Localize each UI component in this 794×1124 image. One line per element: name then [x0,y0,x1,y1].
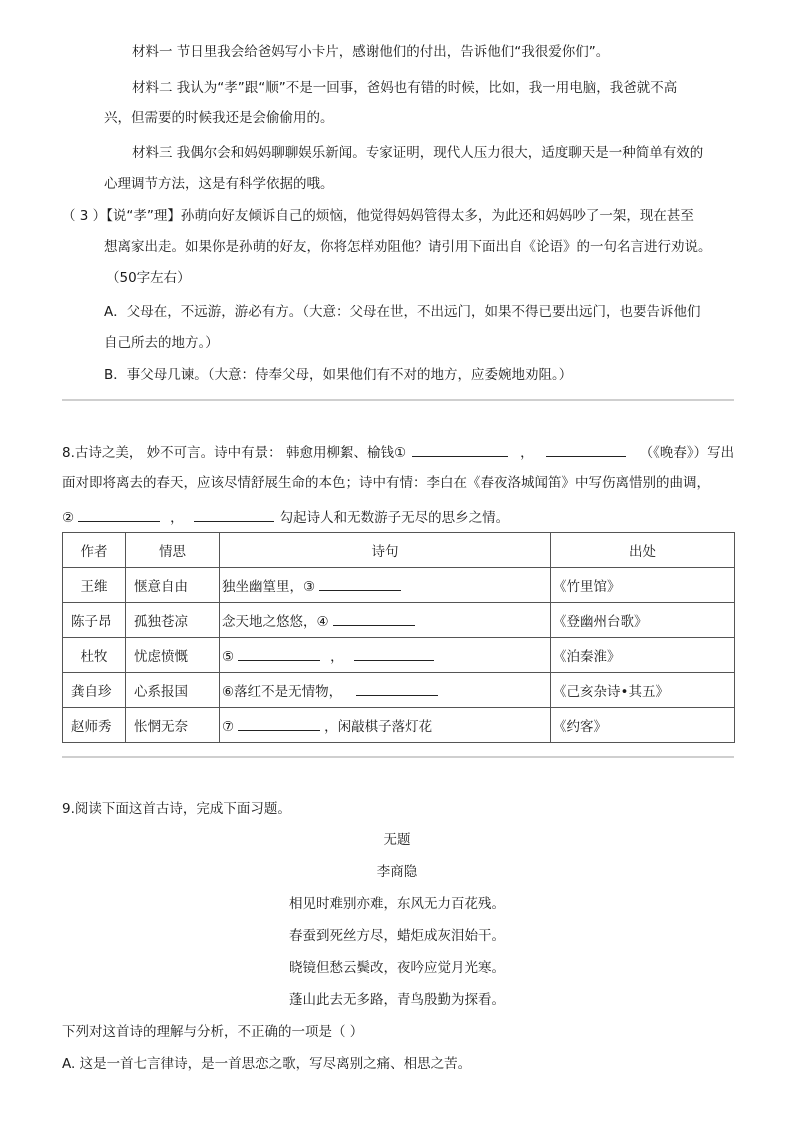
q9-question: 下列对这首诗的理解与分析，不正确的一项是（ ） [62,1024,364,1040]
blank-7[interactable] [238,715,320,731]
blank-5a[interactable] [238,645,320,661]
material-2-line-1: 材料二 我认为“孝”跟“顺”不是一回事，爸妈也有错的时候，比如，我一用电脑，我爸就不高 [132,80,678,96]
q8-line-1-text-c: （《晚春》）写出 [639,445,735,461]
table-row [63,568,735,603]
cell-author: 陈子昂 [63,603,126,638]
header-emotion: 情思 [126,533,220,568]
cell-emotion: 孤独苍凉 [126,603,220,638]
cell-verse [220,673,551,708]
blank-3[interactable] [319,575,401,591]
verse-text: ⑦ [222,719,235,735]
q8-line-3 [62,506,509,528]
part3-prompt-line-1: （ 3 ）【说“孝”理】孙萌向好友倾诉自己的烦恼，他觉得妈妈管得太多，为此还和妈妈吵了一架，现在甚至 [62,208,694,224]
cell-source: 《泊秦淮》 [551,638,735,673]
material-3-line-2: 心理调节方法，这是有科学依据的哦。 [104,176,334,192]
poem-title: 无题 [383,832,411,848]
table-row [63,638,735,673]
blank-2b[interactable] [194,506,274,522]
header-author: 作者 [63,533,126,568]
option-b: B．事父母几谏。（大意：侍奉父母，如果他们有不对的地方，应委婉地劝阻。） [104,367,573,383]
cell-source: 《竹里馆》 [551,568,735,603]
q8-line-1-text-a: 8.古诗之美， 妙不可言。诗中有景： 韩愈用柳絮、榆钱① [62,445,407,461]
header-source: 出处 [551,533,735,568]
cell-author: 王维 [63,568,126,603]
blank-1a[interactable] [412,441,508,457]
poem-author: 李商隐 [376,864,418,880]
q8-line-1-comma: ， [520,445,534,461]
material-1: 材料一 节日里我会给爸妈写小卡片，感谢他们的付出，告诉他们“我很爱你们”。 [132,44,610,60]
cell-verse [220,638,551,673]
header-verse: 诗句 [220,533,551,568]
material-2-line-2: 兴，但需要的时候我还是会偷偷用的。 [104,110,334,126]
cell-verse [220,708,551,743]
blank-5b[interactable] [354,645,434,661]
cell-emotion: 心系报国 [126,673,220,708]
blank-6[interactable] [356,680,438,696]
q8-line-3-text: 勾起诗人和无数游子无尽的思乡之情。 [279,510,510,526]
cell-source: 《己亥杂诗•其五》 [551,673,735,708]
section-divider [62,399,734,401]
cell-source: 《约客》 [551,708,735,743]
q8-line-3-comma: ， [170,510,184,526]
poem-line: 春蚕到死丝方尽，蜡炬成灰泪始干。 [289,928,505,944]
verse-text: 念天地之悠悠，④ [222,614,329,630]
verse-text: ⑥落红不是无情物， [222,684,343,700]
q8-line-3-mark: ② [62,510,75,526]
q8-line-2: 面对即将离去的春天，应该尽情舒展生命的本色；诗中有情：李白在《春夜洛城闻笛》中写伤离惜别的曲调， [62,475,710,491]
cell-author: 赵师秀 [63,708,126,743]
verse-text-end: ，闲敲棋子落灯花 [324,719,433,735]
cell-verse [220,568,551,603]
table-header-row [63,533,735,568]
verse-text: 独坐幽篁里，③ [222,579,316,595]
cell-author: 杜牧 [63,638,126,673]
blank-1b[interactable] [546,441,626,457]
cell-source: 《登幽州台歌》 [551,603,735,638]
poem-line: 晓镜但愁云鬓改，夜吟应觉月光寒。 [289,960,505,976]
q9-option-a: A. 这是一首七言律诗，是一首思恋之歌，写尽离别之痛、相思之苦。 [62,1056,472,1072]
cell-author: 龚自珍 [63,673,126,708]
material-3-line-1: 材料三 我偶尔会和妈妈聊聊娱乐新闻。专家证明，现代人压力很大，适度聊天是一种简单有效的 [132,145,704,161]
option-a-line-2: 自己所去的地方。） [104,335,219,351]
verse-text: ⑤ [222,649,235,665]
blank-2a[interactable] [78,506,160,522]
part3-word-limit: （50字左右） [106,270,191,286]
verse-comma: ， [330,649,344,665]
blank-4[interactable] [333,610,415,626]
cell-emotion: 惬意自由 [126,568,220,603]
q9-intro: 9.阅读下面这首古诗，完成下面习题。 [62,801,291,817]
poem-line: 蓬山此去无多路，青鸟殷勤为探看。 [289,992,505,1008]
q8-line-1 [62,441,734,463]
table-row [63,603,735,638]
cell-verse [220,603,551,638]
table-row [63,708,735,743]
part3-prompt-line-2: 想离家出走。如果你是孙萌的好友，你将怎样劝阻他？请引用下面出自《论语》的一句名言进行劝说。 [104,239,712,255]
cell-emotion: 忧虑愤慨 [126,638,220,673]
cell-emotion: 怅惘无奈 [126,708,220,743]
option-a-line-1: A．父母在，不远游，游必有方。（大意：父母在世，不出远门，如果不得已要出远门，也要告诉他们 [104,304,701,320]
section-divider [62,756,734,758]
table-row [63,673,735,708]
poem-line: 相见时难别亦难，东风无力百花残。 [289,896,505,912]
poetry-table [62,532,735,743]
